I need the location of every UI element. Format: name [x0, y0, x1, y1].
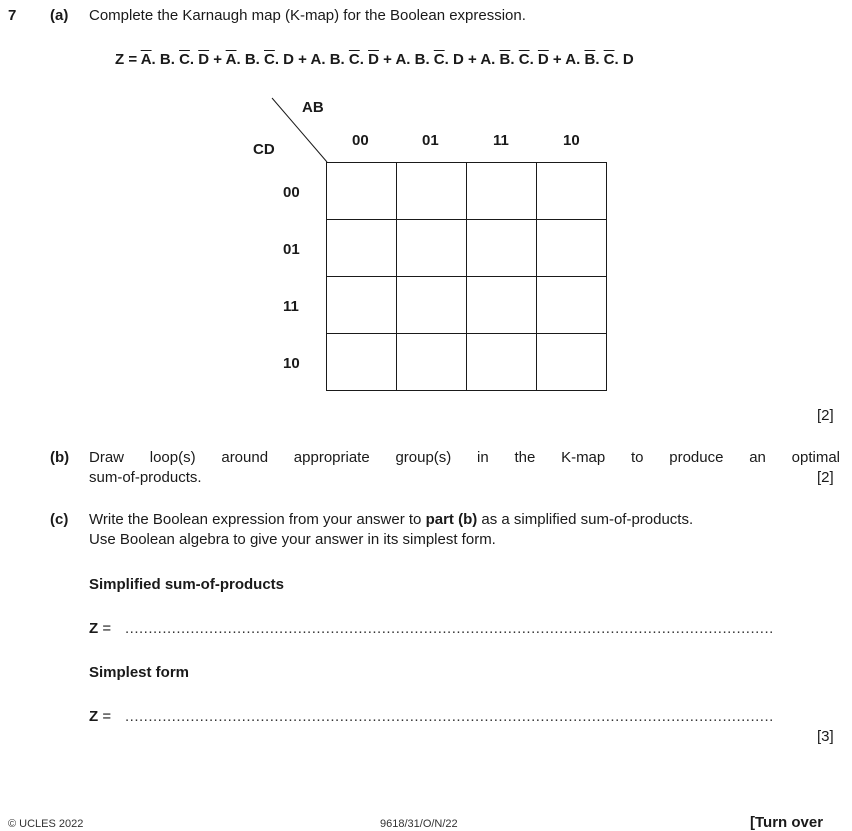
- answer-dots-1[interactable]: ...........................................................................................................................................: [125, 620, 774, 637]
- kmap-cell[interactable]: [327, 277, 397, 334]
- kmap-row-label: 01: [283, 241, 300, 258]
- kmap-cell[interactable]: [467, 277, 537, 334]
- kmap-cell[interactable]: [327, 163, 397, 220]
- part-b-line1: Draw loop(s) around appropriate group(s) in the K-map to produce an optimal: [89, 449, 840, 466]
- kmap-cell[interactable]: [397, 220, 467, 277]
- kmap-grid: [326, 162, 607, 391]
- kmap-cell[interactable]: [467, 220, 537, 277]
- part-a-instruction: Complete the Karnaugh map (K-map) for the Boolean expression.: [89, 7, 526, 24]
- kmap-cell[interactable]: [537, 163, 607, 220]
- part-c-line2: Use Boolean algebra to give your answer in its simplest form.: [89, 531, 496, 548]
- kmap-cell[interactable]: [537, 220, 607, 277]
- expression-term: $Z = \overline{A}$. B. $\overline{C}$. $\overline{D}$: [115, 51, 210, 68]
- part-b-marks: [2]: [817, 469, 834, 486]
- kmap-row-label: 00: [283, 184, 300, 201]
- part-c-marks: [3]: [817, 728, 834, 745]
- heading-simplest-form: Simplest form: [89, 664, 190, 681]
- kmap-col-label: 11: [493, 132, 509, 149]
- kmap-col-label: 00: [352, 132, 369, 149]
- expression-term: + A. $\overline{B}$. $\overline{C}$. $\overline{D}$: [463, 51, 549, 68]
- kmap-cell[interactable]: [397, 163, 467, 220]
- kmap-cell[interactable]: [467, 334, 537, 391]
- heading-simplified-sop: Simplified sum-of-products: [89, 576, 284, 593]
- kmap-cell[interactable]: [397, 334, 467, 391]
- kmap-cell[interactable]: [467, 163, 537, 220]
- kmap-row-label: 10: [283, 355, 300, 372]
- part-a-label: (a): [50, 7, 69, 24]
- part-c-label: (c): [50, 511, 69, 528]
- answer-line-2: Z =: [89, 708, 112, 725]
- part-a-marks: [2]: [817, 407, 834, 424]
- kmap-row-label: 11: [283, 298, 299, 315]
- question-number: 7: [8, 7, 17, 24]
- footer-turn-over: [Turn over: [750, 814, 824, 831]
- kmap-cell[interactable]: [537, 277, 607, 334]
- answer-line-1: Z =: [89, 620, 112, 637]
- expression-term: + A. B. $\overline{C}$. $\overline{D}$: [294, 51, 379, 68]
- part-b-label: (b): [50, 449, 70, 466]
- expression-term: + A. $\overline{B}$. $\overline{C}$. D: [548, 51, 634, 68]
- footer-paper-code: 9618/31/O/N/22: [380, 818, 458, 830]
- footer-copyright: © UCLES 2022: [8, 818, 84, 830]
- kmap-col-label: 01: [422, 132, 439, 149]
- part-b-line2: sum-of-products.: [89, 469, 202, 486]
- kmap-row-variable: CD: [253, 141, 275, 158]
- expression-term: + $\overline{A}$. B. $\overline{C}$. D: [209, 51, 295, 68]
- kmap-cell[interactable]: [397, 277, 467, 334]
- kmap-column-variable: AB: [302, 99, 324, 116]
- kmap-cell[interactable]: [537, 334, 607, 391]
- answer-dots-2[interactable]: ...........................................................................................................................................: [125, 708, 774, 725]
- kmap-cell[interactable]: [327, 220, 397, 277]
- kmap-col-label: 10: [563, 132, 580, 149]
- part-c-line1: Write the Boolean expression from your answer to part (b) as a simplified sum-of-products.: [89, 511, 694, 528]
- kmap-cell[interactable]: [327, 334, 397, 391]
- expression-term: + A. B. $\overline{C}$. D: [378, 51, 464, 68]
